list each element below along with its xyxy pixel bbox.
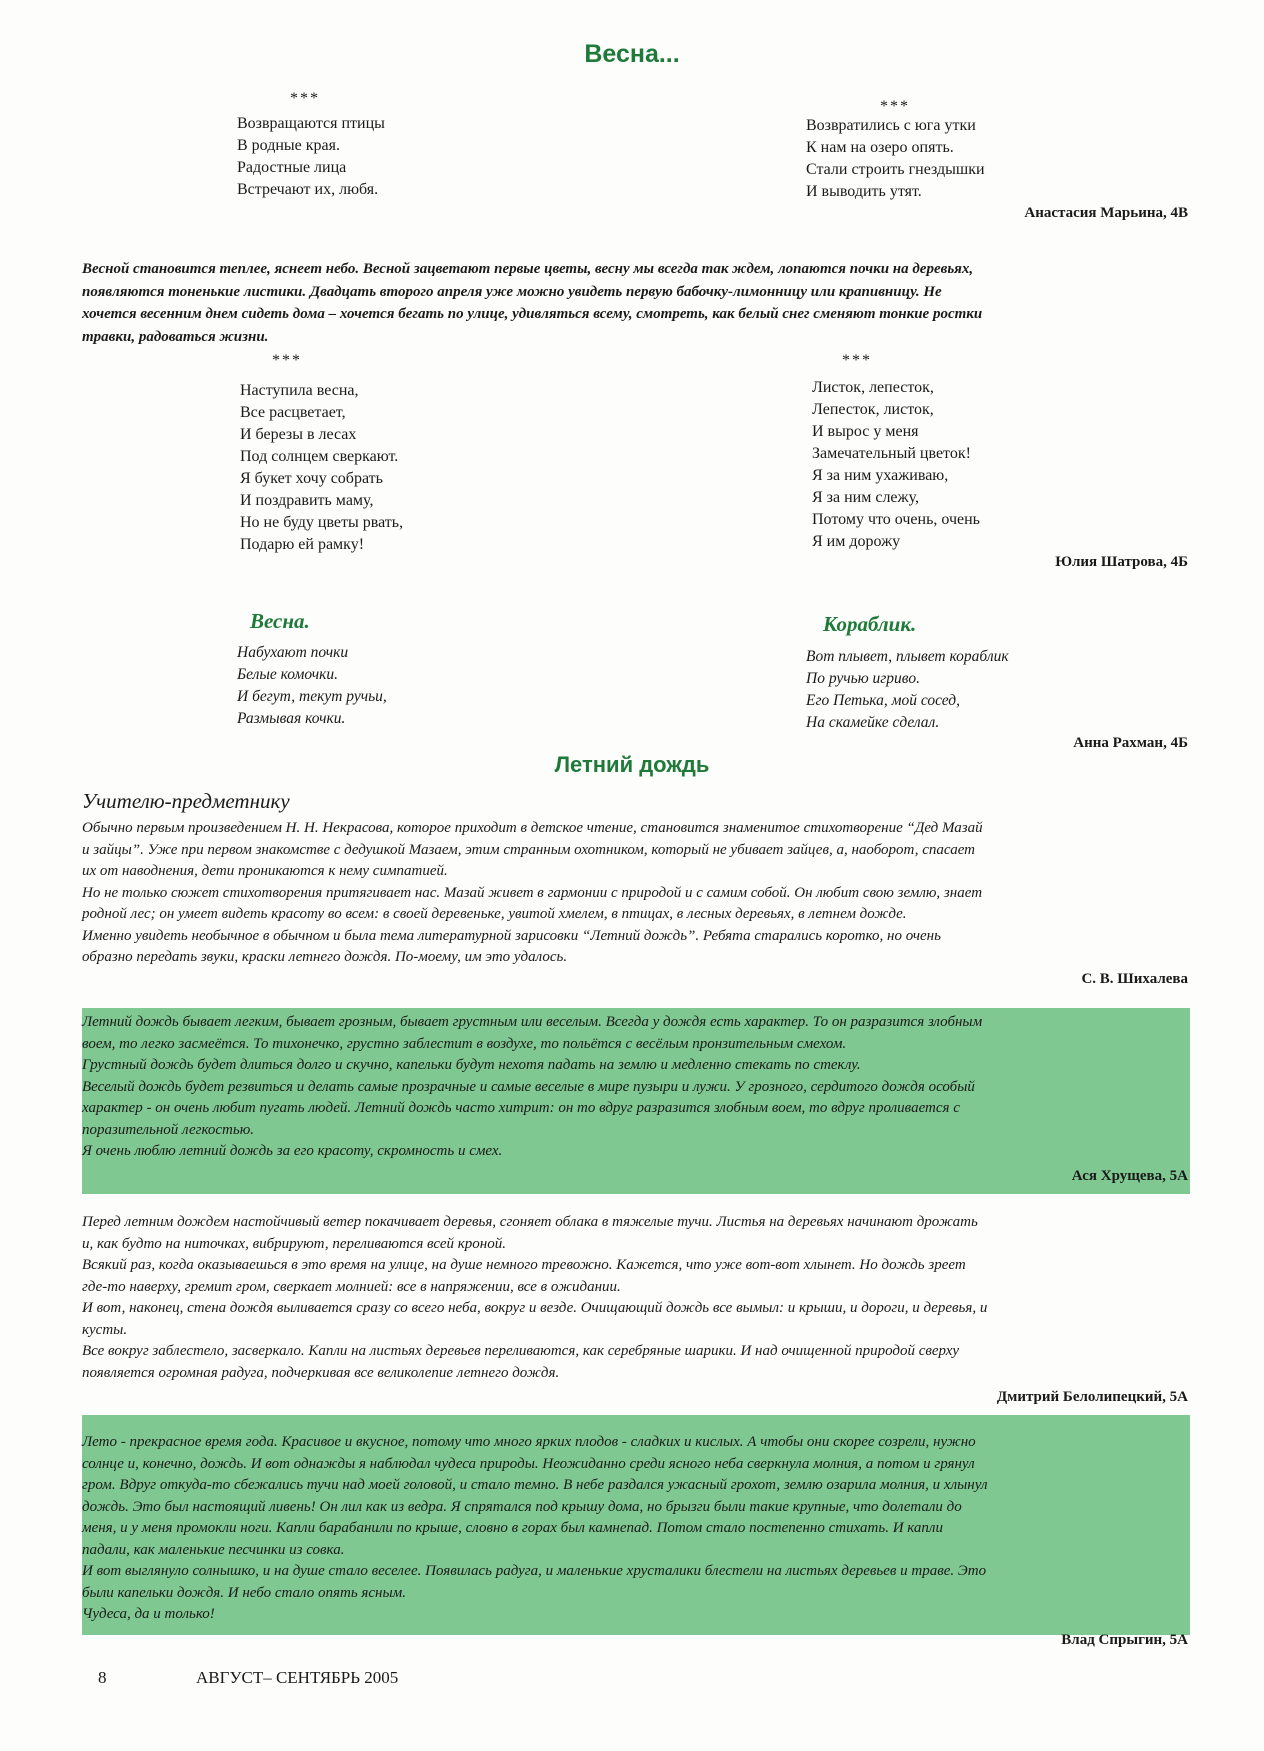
poem-line: Наступила весна, bbox=[240, 382, 359, 399]
poem-author: Юлия Шатрова, 4Б bbox=[1055, 554, 1188, 570]
section-title: Летний дождь bbox=[554, 752, 710, 777]
poem-line: Белые комочки. bbox=[237, 666, 338, 683]
poem-author: Анастасия Марьина, 4В bbox=[1024, 205, 1188, 221]
poem-line: Я за ним ухаживаю, bbox=[812, 467, 949, 484]
poem-line: Под солнцем сверкают. bbox=[240, 448, 399, 465]
poem-stars: *** bbox=[842, 352, 872, 369]
poem-block bbox=[237, 113, 385, 201]
paragraph-line: Чудеса, да и только! bbox=[82, 1606, 215, 1622]
poem-line: Радостные лица bbox=[237, 159, 347, 176]
poem-stars: *** bbox=[272, 352, 302, 369]
paragraph-line: появляются тоненькие листики. Двадцать второго апреля уже можно увидеть первую бабочку-лимонницу или крапивницу. Не bbox=[82, 283, 942, 300]
paragraph-line: хочется весенним днем сидеть дома – хочется бегать по улице, удивляться всему, смотреть, как белый снег сменяют тонкие ростки bbox=[82, 306, 983, 322]
poem-line: Лепесток, листок, bbox=[812, 401, 934, 418]
poem-line: Набухают почки bbox=[237, 644, 349, 661]
essay-author: Ася Хрущева, 5А bbox=[1071, 1168, 1188, 1184]
paragraph-line: Именно увидеть необычное в обычном и была тема литературной зарисовки “Летний дождь”. Ребята старались коротко, но очень bbox=[82, 927, 941, 944]
paragraph-line: родной лес; он умеет видеть красоту во всем: в своей деревеньке, увитой хмелем, в птицах, в лесных деревьях, в летнем дожде. bbox=[82, 906, 907, 922]
poem-line: И поздравить маму, bbox=[240, 492, 374, 509]
paragraph-line: Грустный дождь будет длиться долго и скучно, капельки будут нехотя падать на землю и медленно стекать по стеклу. bbox=[82, 1057, 861, 1073]
essay-author: Дмитрий Белолипецкий, 5А bbox=[996, 1389, 1188, 1405]
paragraph-line: образно передать звуки, краски летнего дождя. По-моему, им это удалось. bbox=[82, 949, 568, 965]
essay-text bbox=[82, 1012, 1192, 1163]
poem-line: По ручью игриво. bbox=[806, 670, 920, 687]
poem-line: Замечательный цветок! bbox=[812, 445, 971, 462]
paragraph-line: воем, то легко засмеётся. То тихонечко, грустно заблестит в воздухе, то польётся с весёлым пронзительным смехом. bbox=[82, 1035, 847, 1052]
poem-line: Подарю ей рамку! bbox=[240, 536, 365, 553]
poem-line: Возвращаются птицы bbox=[237, 115, 385, 132]
paragraph-line: были капельки дождя. И небо стало опять ясным. bbox=[82, 1584, 406, 1601]
paragraph-line: падали, как маленькие песчинки из совка. bbox=[82, 1541, 345, 1558]
paragraph-line: Перед летним дождем настойчивый ветер покачивает деревья, сгоняет облака в тяжелые тучи. Листья на деревьях начинают дрожать bbox=[82, 1214, 978, 1230]
intro-paragraph bbox=[82, 258, 1192, 348]
section-subtitle: Учителю-предметнику bbox=[82, 789, 290, 813]
paragraph-line: Я очень люблю летний дождь за его красоту, скромность и смех. bbox=[82, 1143, 503, 1159]
poem-author: Анна Рахман, 4Б bbox=[1073, 735, 1188, 751]
poem-line: Я за ним слежу, bbox=[812, 489, 919, 506]
poem-line: И выводить утят. bbox=[806, 183, 922, 200]
paragraph-line: Весной становится теплее, яснеет небо. Весной зацветают первые цветы, весну мы всегда так ждем, лопаются почки на деревьях, bbox=[82, 261, 974, 277]
paragraph-line: дождь. Это был настоящий ливень! Он лил как из ведра. Я спрятался под крышу дома, но брызги были такие крупные, что долетали до bbox=[82, 1498, 962, 1515]
page-title: Весна... bbox=[584, 40, 680, 68]
paragraph-line: Всякий раз, когда оказываешься в это время на улице, на душе немного тревожно. Кажется, что уже вот-вот хлынет. Но дождь зреет bbox=[82, 1257, 966, 1273]
paragraph-line: кусты. bbox=[82, 1321, 128, 1338]
essay-author: Влад Спрыгин, 5А bbox=[1061, 1632, 1188, 1648]
paragraph-line: травки, радоваться жизни. bbox=[82, 328, 269, 345]
poem-line: Вот плывет, плывет кораблик bbox=[806, 648, 1009, 665]
paragraph-line: Лето - прекрасное время года. Красивое и вкусное, потому что много ярких плодов - сладких и кислых. А чтобы они скорее созрели, нужно bbox=[82, 1434, 976, 1450]
issue-date: АВГУСТ– СЕНТЯБРЬ 2005 bbox=[196, 1668, 399, 1687]
paragraph-line: меня, и у меня промокли ноги. Капли барабанили по крыше, словно в горах был камнепад. Потом стало постепенно стихать. И капли bbox=[82, 1520, 943, 1536]
paragraph-line: солнце и, конечно, дождь. И вот однажды я наблюдал чудеса природы. Неожиданно среди ясного неба сверкнула молния, а потом и грянул bbox=[82, 1455, 975, 1472]
poem-block bbox=[237, 642, 387, 730]
paragraph-line: характер - он очень любит пугать людей. Летний дождь часто хитрит: он то вдруг разразится злобным воем, то вдруг проливается с bbox=[82, 1100, 960, 1116]
poem-line: Стали строить гнездышки bbox=[806, 161, 985, 178]
essay-text bbox=[82, 1432, 1192, 1626]
poem-line: И березы в лесах bbox=[240, 426, 357, 443]
poem-line: Я букет хочу собрать bbox=[240, 470, 383, 487]
poem-block bbox=[806, 646, 1009, 734]
paragraph-line: Летний дождь бывает легким, бывает грозным, бывает грустным или веселым. Всегда у дождя есть характер. То он разразится злобным bbox=[82, 1014, 983, 1030]
poem-block bbox=[240, 380, 403, 556]
paragraph-line: Веселый дождь будет резвиться и делать самые прозрачные и самые веселые в мире пузыри и лужи. У грозного, сердитого дождя особый bbox=[82, 1078, 975, 1095]
paragraph-line: поразительной легкостью. bbox=[82, 1121, 255, 1138]
paragraph-line: где-то наверху, гремит гром, сверкает молнией: все в напряжении, все в ожидании. bbox=[82, 1278, 621, 1295]
paragraph-line: И вот, наконец, стена дождя выливается сразу со всего неба, вокруг и везде. Очищающий дождь все вымыл: и крыши, и дороги, и деревья, и bbox=[82, 1300, 988, 1316]
paragraph-line: И вот выглянуло солнышко, и на душе стало веселее. Появилась радуга, и маленькие хрусталики блестели на листьях деревьев и траве. Это bbox=[82, 1563, 987, 1579]
teacher-author: С. В. Шихалева bbox=[1081, 971, 1188, 987]
poem-line: Листок, лепесток, bbox=[812, 379, 934, 396]
poem-line: Но не буду цветы рвать, bbox=[240, 514, 404, 531]
poem-line: Его Петька, мой сосед, bbox=[806, 692, 961, 709]
poem-line: В родные края. bbox=[237, 137, 340, 154]
paragraph-line: и, как будто на ниточках, вибрируют, переливаются всей кроной. bbox=[82, 1235, 506, 1252]
poem-line: На скамейке сделал. bbox=[806, 714, 940, 731]
poem-title: Весна. bbox=[250, 609, 310, 633]
poem-block bbox=[812, 377, 980, 553]
paragraph-line: Но не только сюжет стихотворения притягивает нас. Мазай живет в гармонии с природой и с самим собой. Он любит свою землю, знает bbox=[82, 884, 983, 901]
poem-line: Встречают их, любя. bbox=[237, 181, 379, 198]
paragraph-line: и зайцы”. Уже при первом знакомстве с дедушкой Мазаем, этим странным охотником, который не убивает зайцев, а, наоборот, спасает bbox=[82, 841, 975, 858]
poem-stars: *** bbox=[290, 90, 320, 107]
poem-stars: *** bbox=[880, 98, 910, 115]
poem-line: Размывая кочки. bbox=[237, 710, 346, 727]
essay-text bbox=[82, 1212, 1192, 1384]
poem-line: Потому что очень, очень bbox=[812, 511, 980, 528]
paragraph-line: Обычно первым произведением Н. Н. Некрасова, которое приходит в детское чтение, становится знаменитое стихотворение “Дед Мазай bbox=[82, 820, 983, 836]
paragraph-line: их от наводнения, дети проникаются к нему симпатией. bbox=[82, 863, 448, 879]
poem-title: Кораблик. bbox=[823, 612, 917, 636]
poem-line: Возвратились с юга утки bbox=[806, 117, 976, 134]
paragraph-line: гром. Вдруг откуда-то сбежались тучи над моей головой, и стало темно. В небе раздался ужасный грохот, землю озарила молния, и хлынул bbox=[82, 1477, 988, 1493]
poem-line: И бегут, текут ручьи, bbox=[237, 688, 387, 705]
teacher-note bbox=[82, 818, 1192, 969]
poem-line: Я им дорожу bbox=[812, 533, 901, 550]
page-number: 8 bbox=[98, 1668, 107, 1687]
poem-line: К нам на озеро опять. bbox=[806, 139, 954, 156]
paragraph-line: Все вокруг заблестело, засверкало. Капли на листьях деревьев переливаются, как серебряные шарики. И над очищенной природой сверху bbox=[82, 1343, 960, 1359]
poem-line: Все расцветает, bbox=[240, 404, 346, 421]
poem-block bbox=[806, 115, 985, 203]
poem-line: И вырос у меня bbox=[812, 423, 919, 440]
paragraph-line: появляется огромная радуга, подчеркивая все великолепие летнего дождя. bbox=[82, 1364, 560, 1381]
